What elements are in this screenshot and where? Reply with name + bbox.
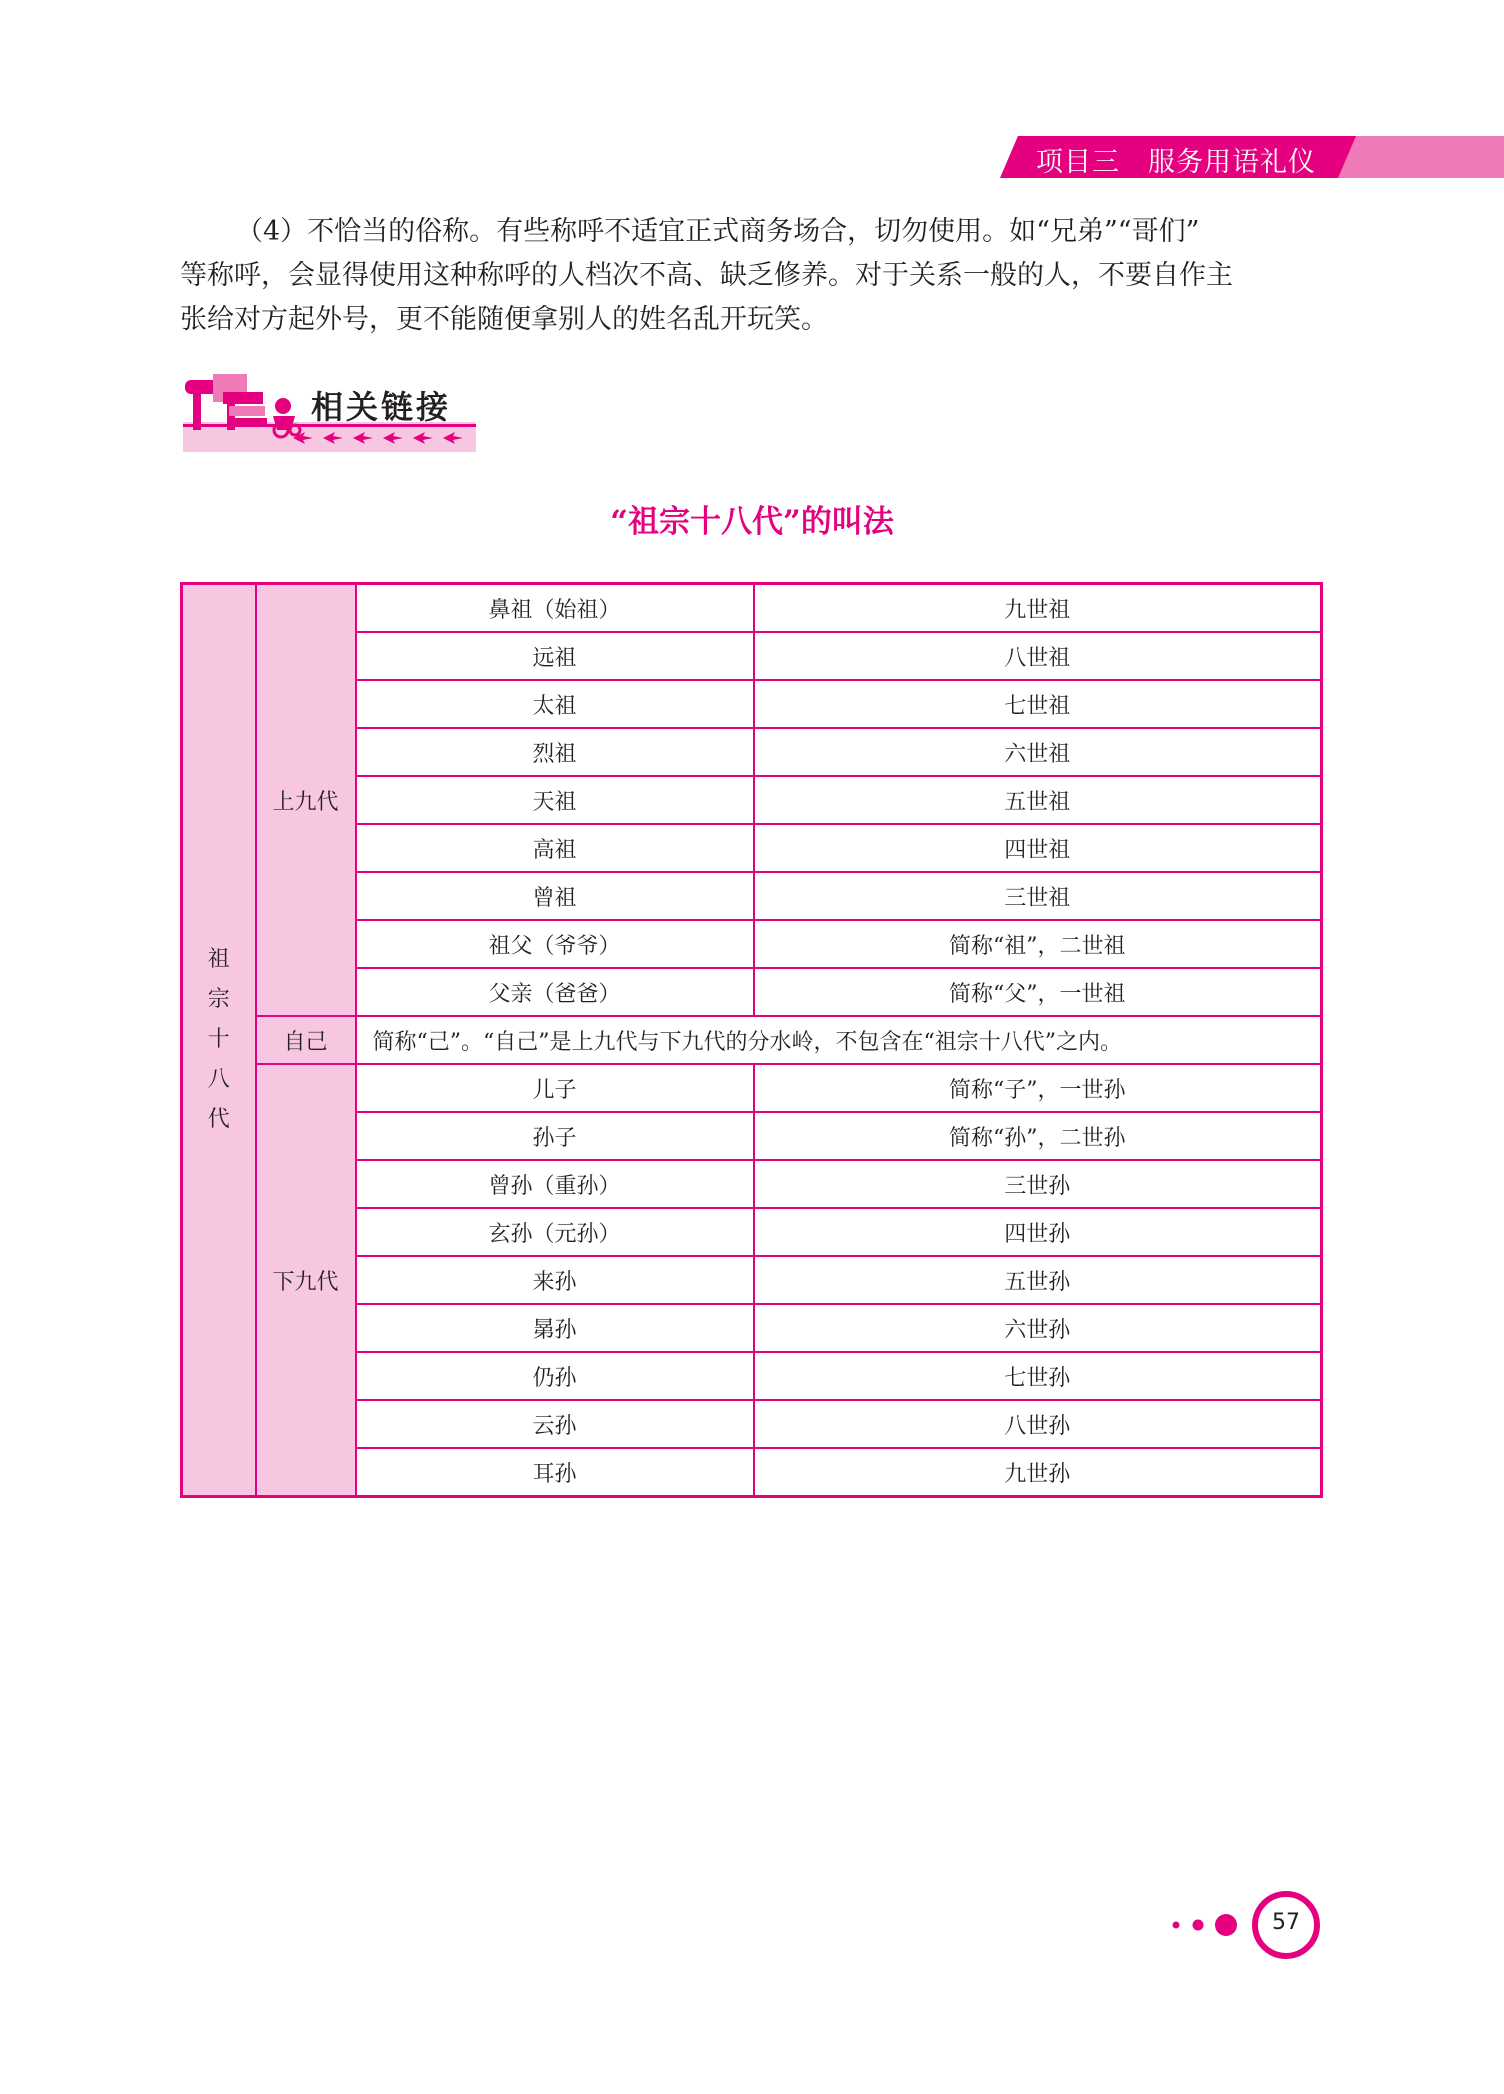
root-label-char: 八 [207, 1067, 230, 1092]
ancestor-name: 烈祖 [356, 728, 754, 776]
ancestor-name: 祖父（爷爷） [356, 920, 754, 968]
self-description: 简称“己”。“自己”是上九代与下九代的分水岭，不包含在“祖宗十八代”之内。 [356, 1016, 1322, 1064]
chapter-header [1000, 136, 1504, 178]
table-row [182, 584, 1322, 633]
ancestor-name: 天祖 [356, 776, 754, 824]
ancestor-name: 鼻祖（始祖） [356, 584, 754, 633]
descendant-alias: 三世孙 [754, 1160, 1322, 1208]
paragraph-line-3: 张给对方起外号，更不能随便拿别人的姓名乱开玩笑。 [180, 304, 828, 335]
root-label-char: 代 [207, 1107, 230, 1132]
descendant-alias: 八世孙 [754, 1400, 1322, 1448]
chapter-title: 项目三 服务用语礼仪 [1036, 147, 1316, 178]
descendant-alias: 四世孙 [754, 1208, 1322, 1256]
descendant-alias: 五世孙 [754, 1256, 1322, 1304]
ancestor-alias: 九世祖 [754, 584, 1322, 633]
paragraph-line-2: 等称呼，会显得使用这种称呼的人档次不高、缺乏修养。对于关系一般的人，不要自作主 [180, 260, 1233, 291]
descendant-alias: 简称“孙”，二世孙 [754, 1112, 1322, 1160]
ancestor-alias: 五世祖 [754, 776, 1322, 824]
ancestor-alias: 简称“祖”，二世祖 [754, 920, 1322, 968]
descendant-name: 儿子 [356, 1064, 754, 1112]
root-label [207, 940, 231, 1140]
descendant-alias: 九世孙 [754, 1448, 1322, 1497]
descendant-name: 晜孙 [356, 1304, 754, 1352]
ancestor-alias: 四世祖 [754, 824, 1322, 872]
table-row [182, 1064, 1322, 1112]
page-number-label: 57 [1272, 1910, 1300, 1935]
ancestor-alias: 三世祖 [754, 872, 1322, 920]
descendant-name: 孙子 [356, 1112, 754, 1160]
ancestor-alias: 简称“父”，一世祖 [754, 968, 1322, 1016]
page-number [1160, 1890, 1320, 1960]
root-label-char: 祖 [207, 947, 230, 972]
body-paragraph [180, 210, 1320, 342]
ancestor-name: 高祖 [356, 824, 754, 872]
paragraph-line-1: （4）不恰当的俗称。有些称呼不适宜正式商务场合，切勿使用。如“兄弟”“哥们” [236, 216, 1200, 247]
descendant-name: 耳孙 [356, 1448, 754, 1497]
self-label: 自己 [256, 1016, 356, 1064]
ancestor-alias: 八世祖 [754, 632, 1322, 680]
root-label-cell [182, 584, 256, 1497]
descendant-alias: 六世孙 [754, 1304, 1322, 1352]
descendant-name: 仍孙 [356, 1352, 754, 1400]
table-row-self [182, 1016, 1322, 1064]
table-title: “祖宗十八代”的叫法 [610, 504, 894, 540]
lower-generation-label: 下九代 [256, 1064, 356, 1497]
root-label-char: 十 [207, 1027, 230, 1052]
generations-table [180, 582, 1323, 1498]
descendant-alias: 七世孙 [754, 1352, 1322, 1400]
descendant-alias: 简称“子”，一世孙 [754, 1064, 1322, 1112]
ancestor-name: 太祖 [356, 680, 754, 728]
ancestor-alias: 七世祖 [754, 680, 1322, 728]
descendant-name: 云孙 [356, 1400, 754, 1448]
descendant-name: 来孙 [356, 1256, 754, 1304]
descendant-name: 玄孙（元孙） [356, 1208, 754, 1256]
ancestor-alias: 六世祖 [754, 728, 1322, 776]
upper-generation-label: 上九代 [256, 584, 356, 1017]
root-label-char: 宗 [207, 987, 230, 1012]
related-links-title: 相关链接 [311, 388, 452, 426]
descendant-name: 曾孙（重孙） [356, 1160, 754, 1208]
ancestor-name: 远祖 [356, 632, 754, 680]
ancestor-name: 父亲（爸爸） [356, 968, 754, 1016]
related-links-badge [183, 372, 476, 452]
ancestor-name: 曾祖 [356, 872, 754, 920]
